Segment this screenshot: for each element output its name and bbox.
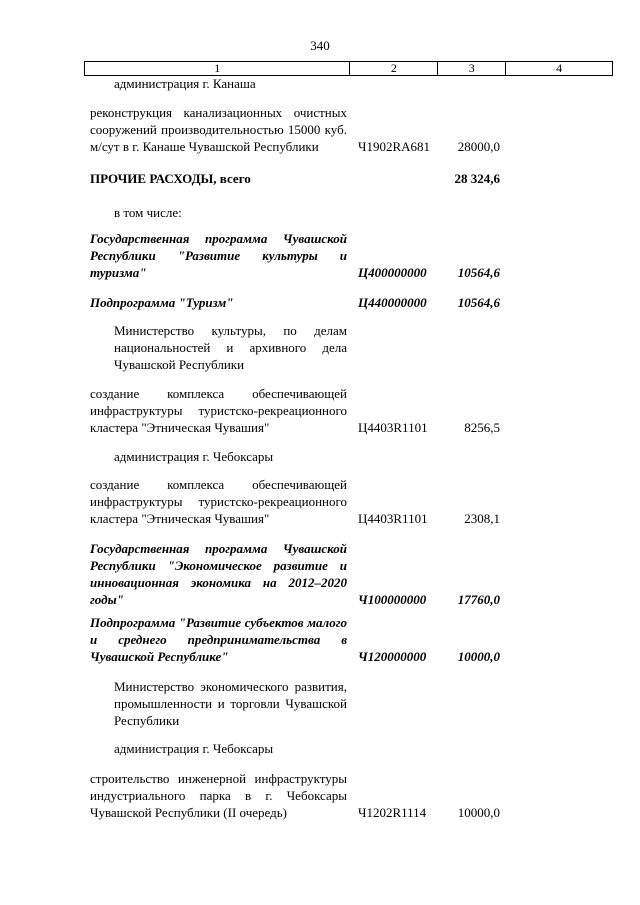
row-description: Министерство экономического развития, промышленности и торговли Чувашской Республики <box>114 679 347 728</box>
row-amount: 8256,5 <box>464 420 500 435</box>
row-description: Подпрограмма "Развитие субъектов малого и среднего предпринимательства в Чувашской Республике" <box>90 615 347 664</box>
row-amount: 10000,0 <box>457 649 500 664</box>
row-code: Ц4403R1101 <box>358 511 428 526</box>
row-description: строительство инженерной инфраструктуры индустриального парка в г. Чебоксары Чувашской Республики (II очередь) <box>90 771 347 820</box>
row-amount: 2308,1 <box>464 511 500 526</box>
row-description: администрация г. Канаша <box>114 76 256 91</box>
row-amount: 28000,0 <box>457 139 500 154</box>
row-code: Ч1202R1114 <box>358 805 427 820</box>
row-description: Министерство культуры, по делам национальностей и архивного дела Чувашской Республики <box>114 323 347 372</box>
row-amount: 10564,6 <box>457 265 500 280</box>
column-header-2: 2 <box>350 62 438 76</box>
row-code: Ц4403R1101 <box>358 420 428 435</box>
row-code: Ч120000000 <box>358 649 427 664</box>
row-code: Ц400000000 <box>358 265 427 280</box>
row-code: Ц440000000 <box>358 295 427 310</box>
row-amount: 17760,0 <box>457 592 500 607</box>
column-header-table <box>84 61 613 76</box>
row-description: Государственная программа Чувашской Республики "Экономическое развитие и инновационная экономика на 2012–2020 годы" <box>90 541 347 607</box>
row-description: реконструкция канализационных очистных сооружений производительностью 15000 куб. м/сут в г. Канаше Чувашской Республики <box>90 105 347 154</box>
row-description: администрация г. Чебоксары <box>114 449 274 464</box>
row-description: Государственная программа Чувашской Республики "Развитие культуры и туризма" <box>90 231 347 280</box>
row-description: в том числе: <box>114 205 182 220</box>
row-amount: 10564,6 <box>457 295 500 310</box>
column-header-1: 1 <box>85 62 350 76</box>
row-code: Ч1902RA681 <box>358 139 431 154</box>
row-description: администрация г. Чебоксары <box>114 741 274 756</box>
row-description: Подпрограмма "Туризм" <box>90 295 234 310</box>
column-header-4: 4 <box>506 62 613 76</box>
page-number: 340 <box>310 38 330 53</box>
column-header-3: 3 <box>438 62 506 76</box>
row-amount: 10000,0 <box>457 805 500 820</box>
row-amount: 28 324,6 <box>454 171 500 186</box>
row-description: создание комплекса обеспечивающей инфраструктуры туристско-рекреационного кластера "Этническая Чувашия" <box>90 477 347 526</box>
row-description: создание комплекса обеспечивающей инфраструктуры туристско-рекреационного кластера "Этническая Чувашия" <box>90 386 347 435</box>
row-code: Ч100000000 <box>358 592 427 607</box>
row-description: ПРОЧИЕ РАСХОДЫ, всего <box>90 171 251 186</box>
